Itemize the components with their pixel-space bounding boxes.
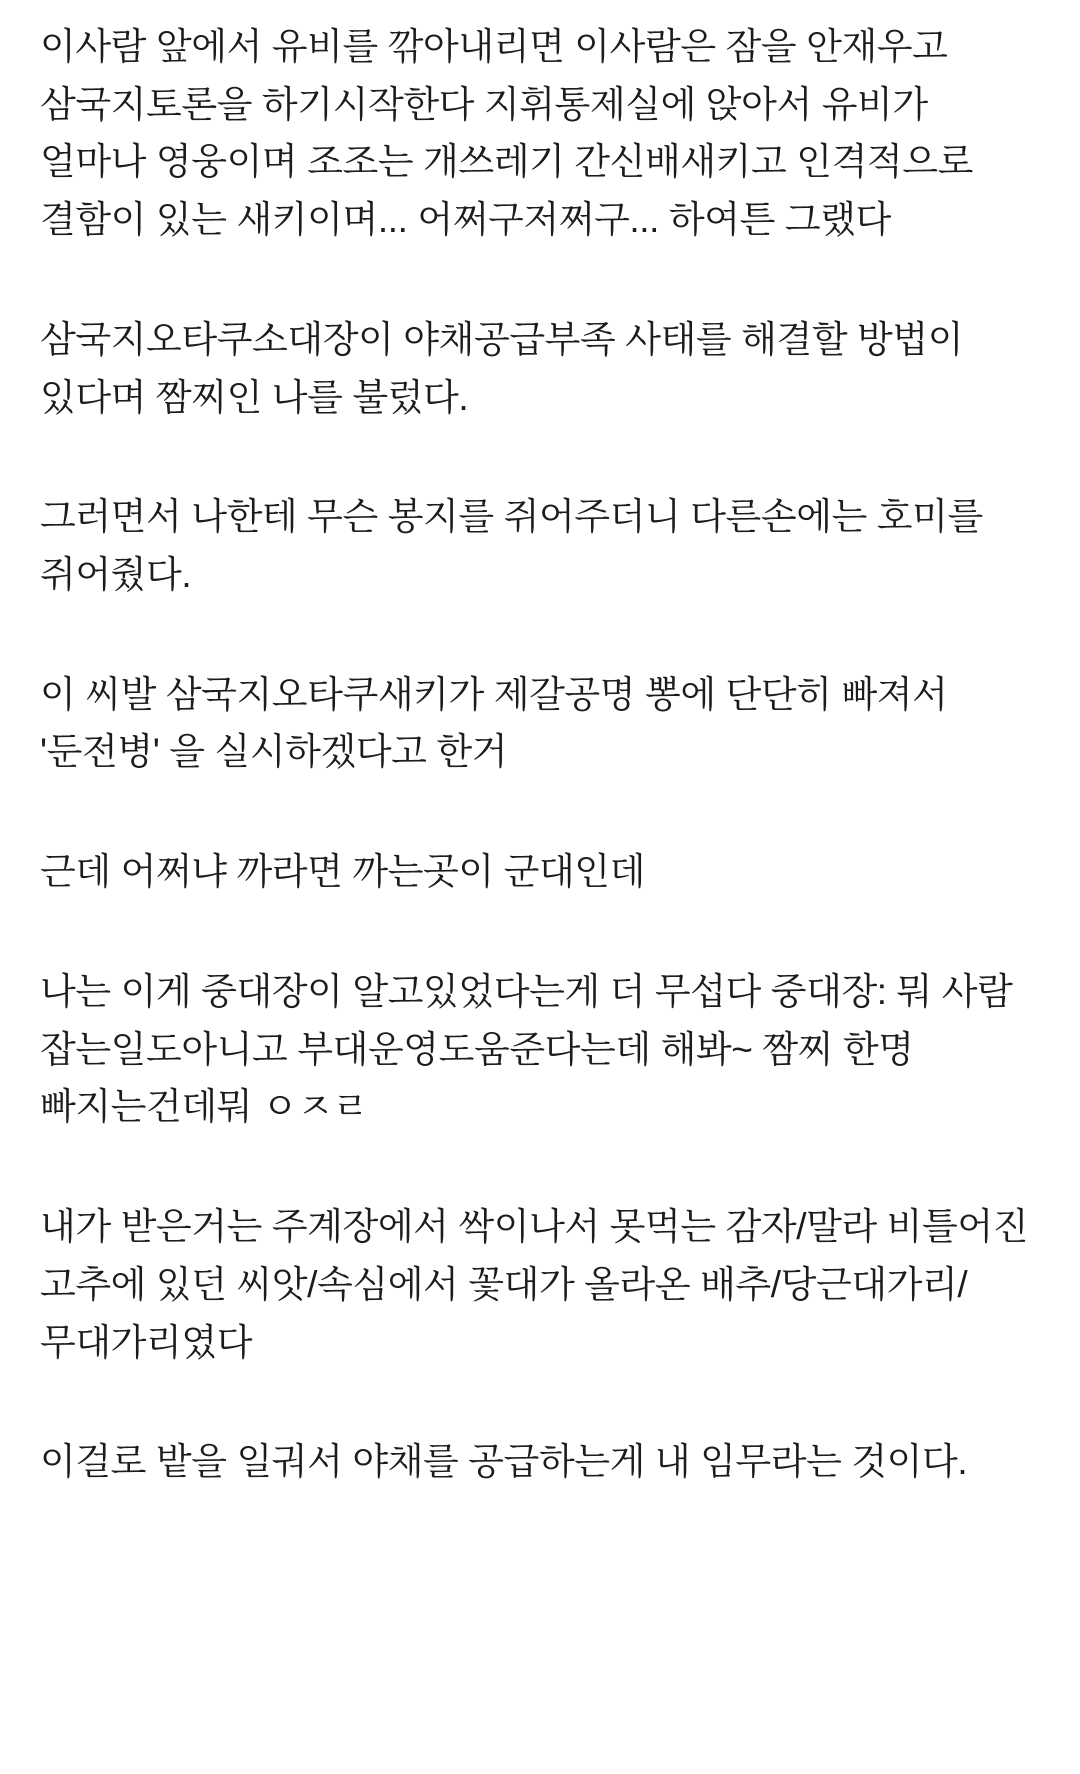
article-body bbox=[40, 18, 1040, 1491]
paragraph: 삼국지오타쿠소대장이 야채공급부족 사태를 해결할 방법이 있다며 짬찌인 나를 불렀다. bbox=[40, 318, 973, 418]
paragraph: 내가 받은거는 주계장에서 싹이나서 못먹는 감자/말라 비틀어진 고추에 있던 씨앗/속심에서 꽃대가 올라온 배추/당근대가리/무대가리였다 bbox=[40, 1206, 1038, 1363]
paragraph: 근데 어쩌냐 까라면 까는곳이 군대인데 bbox=[40, 851, 645, 893]
paragraph: 이걸로 밭을 일궈서 야채를 공급하는게 내 임무라는 것이다. bbox=[40, 1441, 968, 1483]
paragraph: 나는 이게 중대장이 알고있었다는게 더 무섭다 중대장: 뭐 사람 잡는일도아니고 부대운영도움준다는데 해봐~ 짬찌 한명 빠지는건데뭐 ㅇㅈㄹ bbox=[40, 970, 1023, 1128]
paragraph: 이 씨발 삼국지오타쿠새키가 제갈공명 뽕에 단단히 빠져서 '둔전병' 을 실시하겠다고 한거 bbox=[40, 673, 958, 773]
paragraph: 이사람 앞에서 유비를 깎아내리면 이사람은 잠을 안재우고 삼국지토론을 하기시작한다 지휘통제실에 앉아서 유비가 얼마나 영웅이며 조조는 개쓰레기 간신배새키고 인격적으로 결함이 있는 새키이며... 어쩌구저쩌구... 하여튼 그랬다 bbox=[40, 26, 983, 241]
paragraph: 그러면서 나한테 무슨 봉지를 쥐어주더니 다른손에는 호미를 쥐어줬다. bbox=[40, 496, 993, 596]
